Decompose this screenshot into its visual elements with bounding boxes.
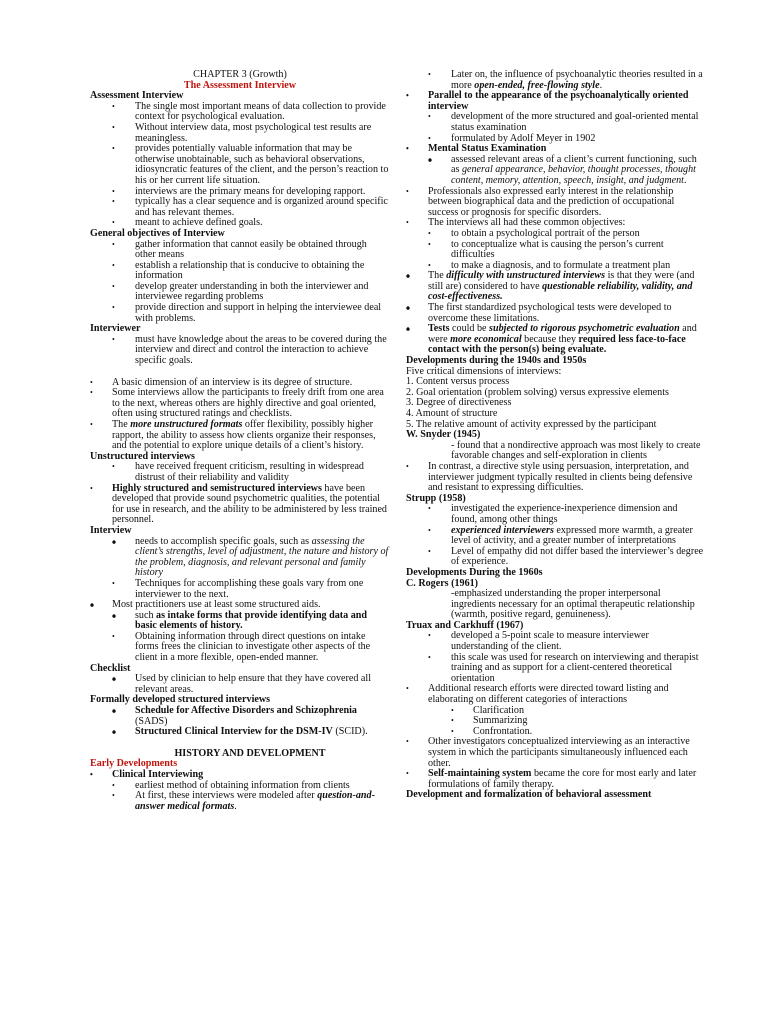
list-item: ⦁ Structured Clinical Interview for the DSM-IV (SCID).: [112, 726, 368, 738]
list-item: • Other investigators conceptualized interviewing as an interactive system in which the participants simultaneously influenced each other.: [406, 736, 690, 769]
bullet-icon: •: [112, 197, 115, 207]
page-title: The Assessment Interview: [183, 79, 297, 91]
list-item: • this scale was used for research on interviewing and therapist training and as support for a client-centered theoretical orientation: [428, 651, 699, 684]
list-item: • In contrast, a directive style using persuasion, interpretation, and interviewer judgment typically resulted in clients being defensive and resistant to expressing difficulties.: [406, 460, 693, 494]
list-item: • Techniques for accomplishing these goals vary from one interviewer to the next.: [112, 577, 364, 600]
list-item: • develop greater understanding in both the interviewer and interviewee regarding problems: [112, 280, 369, 303]
bullet-icon: •: [112, 260, 115, 270]
list-item: • earliest method of obtaining information from clients: [112, 779, 350, 791]
bullet-icon: •: [112, 303, 115, 313]
bullet-icon: •: [406, 461, 409, 471]
list-item: • The interviews all had these common objectives:: [406, 217, 626, 229]
bullet-icon: •: [451, 726, 454, 736]
list-item: • to make a diagnosis, and to formulate a treatment plan: [428, 259, 671, 271]
list-item: • experienced interviewers expressed more warmth, a greater level of activity, and a greater number of interpretations: [428, 524, 693, 547]
checklist-heading: Checklist: [90, 662, 131, 674]
list-item: • Clinical Interviewing: [90, 769, 204, 780]
bullet-icon: •: [112, 780, 115, 790]
bullet-icon: •: [112, 631, 115, 641]
bullet-icon: •: [112, 281, 115, 291]
list-item: • establish a relationship that is conducive to obtaining the information: [112, 259, 365, 282]
bullet-icon: •: [112, 101, 115, 111]
list-item: • Obtaining information through direct questions on intake forms frees the clinician to investigate other aspects of the client in a more flexible, open-ended manner.: [112, 630, 371, 664]
unstructured-heading: Unstructured interviews: [90, 450, 195, 462]
bullet-icon: •: [406, 218, 409, 228]
list-item: • At first, these interviews were modeled after question-and-answer medical formats.: [112, 790, 375, 812]
bullet-icon: •: [406, 91, 409, 101]
list-item: • Highly structured and semistructured interviews have been developed that provide sound psychometric qualities, the potential for use in research, and the ability to be administered by less trained personnel.: [90, 482, 387, 526]
list-item: • A basic dimension of an interview is its degree of structure.: [90, 376, 353, 388]
bullet-icon: •: [428, 133, 431, 143]
bullet-icon: •: [112, 334, 115, 344]
list-item: ⦁ assessed relevant areas of a client’s current functioning, such as general appearance, behavior, thought processes, thought content, memory, attention, speech, insight, and judgment.: [428, 153, 697, 186]
list-item: • Confrontation.: [451, 725, 533, 737]
list-item: • The single most important means of data collection to provide context for psychological evaluation.: [112, 100, 386, 123]
list-item: ⦁ The first standardized psychological tests were developed to overcome these limitations.: [406, 302, 672, 324]
list-item: • to conceptualize what is causing the person’s current difficulties: [428, 238, 664, 261]
list-item: • meant to achieve defined goals.: [112, 217, 263, 229]
list-item: ⦁ Used by clinician to help ensure that they have covered all relevant areas.: [112, 673, 371, 695]
bullet-icon: •: [428, 70, 431, 79]
bullet-icon: •: [406, 684, 409, 694]
bullet-icon: •: [451, 705, 454, 715]
list-item: • must have knowledge about the areas to be covered during the interview and direct and control the interaction to achieve specific goals.: [112, 333, 387, 367]
bullet-icon: •: [428, 228, 431, 238]
list-item: • Mental Status Examination: [406, 143, 547, 155]
bullet-icon: •: [90, 483, 93, 493]
list-item: • Parallel to the appearance of the psychoanalytically oriented interview: [406, 90, 689, 112]
dimension-item: 5. The relative amount of activity expressed by the participant: [406, 418, 657, 430]
history-heading: HISTORY AND DEVELOPMENT: [174, 747, 326, 759]
bullet-icon: •: [112, 239, 115, 249]
dimension-item: 4. Amount of structure: [406, 408, 498, 419]
bullet-icon: ⦁: [112, 674, 116, 684]
bullet-icon: •: [428, 504, 431, 514]
list-item: • developed a 5-point scale to measure interviewer understanding of the client.: [428, 630, 649, 653]
list-item: • Summarizing: [451, 715, 528, 727]
list-item: • Professionals also expressed early interest in the relationship between biographical data and the prediction of occupational success or prognosis for specific disorders.: [406, 185, 675, 218]
bullet-icon: ⦁: [112, 727, 116, 737]
list-item: • Additional research efforts were directed toward listing and elaborating on different categories of interactions: [406, 683, 669, 706]
bullet-icon: ⦁: [406, 324, 410, 334]
bullet-icon: •: [428, 525, 431, 535]
list-item: • Level of empathy did not differ based the interviewer’s degree of experience.: [428, 545, 704, 568]
bullet-icon: ⦁: [112, 610, 116, 620]
list-item: ⦁ Tests could be subjected to rigorous psychometric evaluation and were more economical because they required less face-to-face contact with the person(s) being evaluate.: [406, 323, 697, 356]
right-column: [406, 70, 706, 801]
behavioral-assessment-heading: Development and formalization of behavioral assessment: [406, 789, 652, 801]
list-item: • have received frequent criticism, resulting in widespread distrust of their reliability and validity: [112, 461, 364, 483]
bullet-icon: •: [406, 144, 409, 154]
rogers-text: -emphasized understanding the proper interpersonal ingredients necessary for an optimal therapeutic relationship (warmth, positive regard, genuineness).: [451, 588, 695, 621]
bullet-icon: •: [112, 186, 115, 196]
bullet-icon: •: [112, 218, 115, 228]
list-item: • Later on, the influence of psychoanalytic theories resulted in a more open-ended, free-flowing style.: [428, 69, 703, 91]
bullet-icon: •: [112, 791, 115, 801]
bullet-icon: •: [90, 377, 93, 387]
list-item: • Some interviews allow the participants to freely drift from one area to the next, whereas others are highly directive and goal oriented, often using structured ratings and checklists.: [90, 387, 384, 420]
bullet-icon: •: [428, 546, 431, 556]
snyder-text: - found that a nondirective approach was most likely to create favorable changes and self-exploration in clients: [451, 439, 701, 462]
bullet-icon: •: [428, 239, 431, 249]
assessment-interview-heading: Assessment Interview: [90, 90, 184, 102]
bullet-icon: ⦁: [112, 706, 116, 716]
bullet-icon: ⦁: [406, 271, 410, 281]
list-item: • typically has a clear sequence and is organized around specific and has relevant themes.: [112, 196, 388, 218]
bullet-icon: •: [451, 716, 454, 726]
bullet-icon: •: [428, 631, 431, 641]
bullet-icon: •: [112, 462, 115, 472]
developments-1960s-heading: Developments During the 1960s: [406, 566, 543, 578]
dimension-item: 1. Content versus process: [406, 376, 510, 388]
list-item: • interviews are the primary means for developing rapport.: [112, 185, 366, 197]
list-item: ⦁ The difficulty with unstructured interviews is that they were (and still are) considered to have questionable reliability, validity, and cost-effectiveness.: [406, 270, 695, 303]
bullet-icon: •: [406, 769, 409, 779]
bullet-icon: •: [90, 388, 93, 398]
bullet-icon: ⦁: [90, 600, 94, 610]
list-item: • investigated the experience-inexperience dimension and found, among other things: [428, 503, 678, 525]
interview-heading: Interview: [90, 524, 132, 536]
snyder-heading: W. Snyder (1945): [406, 429, 481, 441]
bullet-icon: •: [112, 578, 115, 588]
list-item: ⦁ such as intake forms that provide identifying data and basic elements of history.: [112, 609, 367, 632]
five-dimensions-intro: Five critical dimensions of interviews:: [406, 365, 562, 377]
formal-structured-heading: Formally developed structured interviews: [90, 694, 271, 706]
list-item: ⦁ Most practitioners use at least some structured aids.: [90, 599, 321, 611]
bullet-icon: •: [406, 737, 409, 747]
left-column: [90, 70, 390, 812]
bullet-icon: •: [428, 112, 431, 122]
list-item: • The more unstructured formats offer flexibility, possibly higher rapport, the ability to assess how clients organize their responses, and the potential to explore unique details of a client’s history.: [90, 419, 376, 452]
list-item: • development of the more structured and goal-oriented mental status examination: [428, 111, 699, 133]
bullet-icon: ⦁: [112, 536, 116, 546]
list-item: • gather information that cannot easily be obtained through other means: [112, 238, 367, 261]
bullet-icon: •: [428, 652, 431, 662]
bullet-icon: •: [90, 770, 93, 779]
general-objectives-heading: General objectives of Interview: [90, 227, 225, 239]
bullet-icon: •: [406, 186, 409, 196]
list-item: • Without interview data, most psychological test results are meaningless.: [112, 121, 372, 144]
dimension-item: 2. Goal orientation (problem solving) versus expressive elements: [406, 386, 669, 398]
bullet-icon: •: [428, 260, 431, 270]
list-item: • Self-maintaining system became the core for most early and later formulations of family therapy.: [406, 768, 697, 790]
list-item: ⦁ Schedule for Affective Disorders and Schizophrenia (SADS): [112, 705, 357, 727]
bullet-icon: •: [112, 144, 115, 154]
dimension-item: 3. Degree of directiveness: [406, 397, 512, 409]
interviewer-heading: Interviewer: [90, 323, 141, 335]
list-item: ⦁ needs to accomplish specific goals, such as assessing the client’s strengths, level of adjustment, the nature and history of the problem, diagnosis, and relevant personal and family history: [112, 535, 389, 579]
list-item: • provides potentially valuable information that may be otherwise unobtainable, such as behavioral observations, idiosyncratic features of the client, and the person’s reaction to his or her current life situation.: [112, 143, 389, 186]
bullet-icon: ⦁: [406, 303, 410, 313]
strupp-heading: Strupp (1958): [406, 492, 466, 504]
list-item: • to obtain a psychological portrait of the person: [428, 227, 640, 239]
early-developments-heading: Early Developments: [90, 758, 178, 770]
truax-heading: Truax and Carkhuff (1967): [406, 619, 524, 631]
rogers-heading: C. Rogers (1961): [406, 577, 479, 589]
list-item: • provide direction and support in helping the interviewee deal with problems.: [112, 302, 382, 324]
chapter-label: CHAPTER 3 (Growth): [193, 69, 287, 80]
developments-1940s-heading: Developments during the 1940s and 1950s: [406, 355, 587, 367]
list-item: • Clarification: [451, 704, 525, 716]
bullet-icon: ⦁: [428, 154, 432, 164]
bullet-icon: •: [112, 122, 115, 132]
list-item: • formulated by Adolf Meyer in 1902: [428, 132, 596, 144]
bullet-icon: •: [90, 420, 93, 429]
